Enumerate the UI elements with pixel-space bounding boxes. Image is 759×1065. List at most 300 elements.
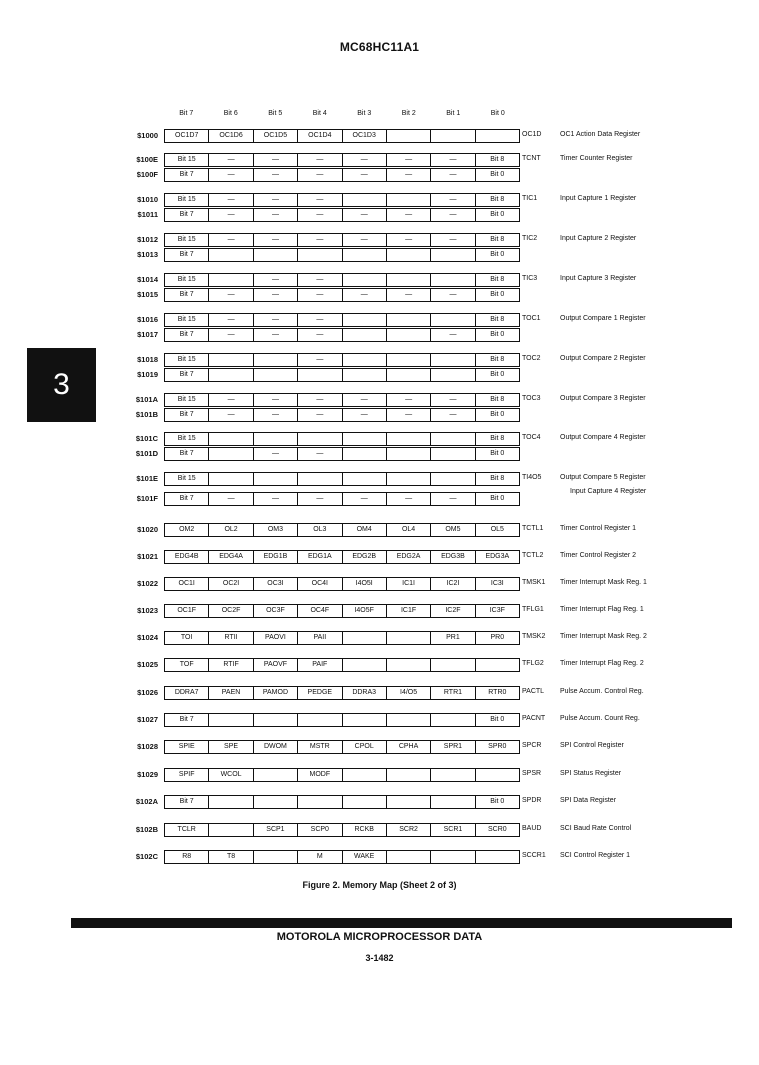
- register-bit: —: [387, 154, 431, 166]
- register-bit: SCP1: [254, 824, 298, 836]
- register-bit: [387, 433, 431, 445]
- register-description: Output Compare 3 Register: [560, 395, 646, 402]
- register-bit: [343, 769, 387, 781]
- register-bit: —: [431, 493, 475, 505]
- register-bit: [343, 249, 387, 261]
- register-bit: —: [387, 169, 431, 181]
- register-bit: —: [387, 234, 431, 246]
- register-bit: Bit 7: [165, 249, 209, 261]
- register-bit: [387, 130, 431, 142]
- register-description: Input Capture 1 Register: [560, 195, 637, 202]
- register-row: [0, 208, 759, 224]
- register-bit: [387, 714, 431, 726]
- register-bit: PAOVF: [254, 659, 298, 671]
- register-bit: —: [298, 394, 342, 406]
- register-bit: —: [298, 209, 342, 221]
- register-row: [0, 492, 759, 508]
- register-mnemonic: SPDR: [522, 797, 542, 804]
- register-bit: [387, 448, 431, 460]
- register-bit: RTII: [209, 632, 253, 644]
- register-description-secondary: Input Capture 4 Register: [570, 488, 647, 495]
- register-address: $102A: [135, 797, 158, 806]
- register-bit: —: [298, 493, 342, 505]
- register-description: Output Compare 1 Register: [560, 315, 646, 322]
- register-bit: EDG1B: [254, 551, 298, 563]
- register-bit: —: [431, 409, 475, 421]
- register-bit: —: [209, 493, 253, 505]
- register-bit: Bit 0: [490, 495, 505, 502]
- register-bit: —: [209, 194, 253, 206]
- register-bit: —: [254, 274, 298, 286]
- register-bit: [254, 714, 298, 726]
- register-address: $1020: [137, 525, 158, 534]
- register-bit: SCR1: [431, 824, 475, 836]
- register-bit: —: [431, 169, 475, 181]
- register-bit: [254, 354, 298, 366]
- register-bit: —: [298, 314, 342, 326]
- register-row: [0, 823, 759, 839]
- register-mnemonic: TOC2: [522, 355, 541, 362]
- register-bit: RCKB: [343, 824, 387, 836]
- register-bit: Bit 0: [490, 171, 505, 178]
- register-bit-cells: [164, 658, 520, 672]
- register-bit: Bit 15: [165, 394, 209, 406]
- register-bit: OL5: [490, 526, 504, 533]
- register-address: $1024: [137, 633, 158, 642]
- register-mnemonic: TOC1: [522, 315, 541, 322]
- register-bit-cells: [164, 273, 520, 287]
- register-bit: —: [343, 409, 387, 421]
- register-bit: —: [298, 234, 342, 246]
- register-bit-cells: [164, 432, 520, 446]
- register-bit: [431, 448, 475, 460]
- register-bit: [343, 274, 387, 286]
- register-bit: —: [209, 394, 253, 406]
- register-bit: —: [431, 289, 475, 301]
- register-row: [0, 129, 759, 145]
- register-bit: [254, 796, 298, 808]
- register-mnemonic: TOC4: [522, 434, 541, 441]
- register-bit: [343, 448, 387, 460]
- bit-header: Bit 3: [357, 110, 372, 117]
- register-bit: OC1D3: [343, 130, 387, 142]
- register-bit: Bit 0: [490, 331, 505, 338]
- register-bit: Bit 8: [490, 475, 505, 482]
- register-bit: OC3I: [254, 578, 298, 590]
- register-mnemonic: TFLG2: [522, 660, 544, 667]
- register-address: $1022: [137, 579, 158, 588]
- register-bit: Bit 8: [490, 435, 505, 442]
- register-bit: —: [298, 329, 342, 341]
- register-bit: [431, 851, 475, 863]
- register-bit: [431, 369, 475, 381]
- register-mnemonic: SPSR: [522, 770, 542, 777]
- register-bit: [343, 369, 387, 381]
- register-bit: [476, 130, 519, 142]
- register-bit: Bit 15: [165, 154, 209, 166]
- register-address: $101D: [135, 449, 158, 458]
- register-bit: —: [343, 209, 387, 221]
- register-row: [0, 273, 759, 289]
- register-bit: [298, 249, 342, 261]
- register-row: [0, 604, 759, 620]
- register-row: [0, 328, 759, 344]
- register-bit: —: [298, 289, 342, 301]
- register-bit: [209, 473, 253, 485]
- register-bit-cells: [164, 248, 520, 262]
- register-bit: —: [254, 234, 298, 246]
- bit-header: Bit 6: [223, 110, 238, 117]
- register-bit: SPIE: [165, 741, 209, 753]
- register-bit: SCP0: [298, 824, 342, 836]
- register-bit: Bit 0: [490, 716, 505, 723]
- register-bit: —: [209, 314, 253, 326]
- register-row: [0, 168, 759, 184]
- register-mnemonic: TFLG1: [522, 606, 544, 613]
- register-address: $1023: [137, 606, 158, 615]
- register-bit: [343, 329, 387, 341]
- register-bit: [387, 851, 431, 863]
- register-address: $1015: [137, 290, 158, 299]
- register-bit: DDRA3: [343, 687, 387, 699]
- register-mnemonic: TMSK1: [522, 579, 546, 586]
- register-bit: OL3: [298, 524, 342, 536]
- register-bit: —: [298, 354, 342, 366]
- register-address: $1016: [137, 315, 158, 324]
- register-bit: T8: [209, 851, 253, 863]
- register-row: [0, 368, 759, 384]
- register-bit: —: [298, 274, 342, 286]
- register-description: Timer Control Register 2: [560, 552, 636, 559]
- register-bit: OC2I: [209, 578, 253, 590]
- register-bit: [431, 659, 475, 671]
- register-description: Output Compare 5 Register: [560, 474, 646, 481]
- register-bit: [343, 314, 387, 326]
- register-bit: TCLR: [165, 824, 209, 836]
- register-bit: PAIF: [298, 659, 342, 671]
- register-bit: —: [254, 209, 298, 221]
- register-row: [0, 393, 759, 409]
- register-bit: Bit 0: [490, 371, 505, 378]
- register-bit: [209, 824, 253, 836]
- register-bit: EDG4B: [165, 551, 209, 563]
- register-bit: PR1: [431, 632, 475, 644]
- register-bit: Bit 7: [165, 409, 209, 421]
- register-bit: Bit 7: [165, 209, 209, 221]
- register-bit-cells: [164, 713, 520, 727]
- register-bit: [387, 473, 431, 485]
- register-bit: CPOL: [343, 741, 387, 753]
- register-bit: [387, 369, 431, 381]
- register-mnemonic: TIC1: [522, 195, 538, 202]
- register-bit: —: [298, 169, 342, 181]
- register-bit: MODF: [298, 769, 342, 781]
- register-bit: OM2: [165, 524, 209, 536]
- register-bit: PAMOD: [254, 687, 298, 699]
- register-bit-cells: [164, 523, 520, 537]
- register-bit: TOI: [165, 632, 209, 644]
- register-address: $1025: [137, 660, 158, 669]
- register-bit: —: [431, 394, 475, 406]
- register-mnemonic: OC1D: [522, 131, 542, 138]
- register-bit: [476, 851, 519, 863]
- register-bit-cells: [164, 393, 520, 407]
- register-bit: —: [387, 493, 431, 505]
- register-row: [0, 631, 759, 647]
- register-bit: —: [343, 154, 387, 166]
- register-bit: Bit 8: [490, 276, 505, 283]
- register-bit-cells: [164, 492, 520, 506]
- register-bit-cells: [164, 823, 520, 837]
- register-description: Pulse Accum. Control Reg.: [560, 688, 644, 695]
- register-bit: [343, 632, 387, 644]
- register-mnemonic: TCNT: [522, 155, 541, 162]
- register-bit: [298, 433, 342, 445]
- bit-header: Bit 2: [401, 110, 416, 117]
- register-mnemonic: TCTL2: [522, 552, 544, 559]
- register-bit: [209, 796, 253, 808]
- register-mnemonic: PACNT: [522, 715, 546, 722]
- register-bit: —: [343, 394, 387, 406]
- register-bit: —: [254, 194, 298, 206]
- register-address: $1014: [137, 275, 158, 284]
- register-row: [0, 313, 759, 329]
- register-bit: Bit 15: [165, 314, 209, 326]
- register-description: SCI Baud Rate Control: [560, 825, 632, 832]
- register-bit-cells: [164, 368, 520, 382]
- register-bit: EDG1A: [298, 551, 342, 563]
- register-bit: —: [298, 448, 342, 460]
- register-bit: Bit 0: [490, 798, 505, 805]
- register-bit: Bit 7: [165, 369, 209, 381]
- register-address: $102C: [135, 852, 158, 861]
- register-row: [0, 658, 759, 674]
- register-bit: [387, 769, 431, 781]
- register-bit: —: [343, 234, 387, 246]
- register-bit: IC2I: [431, 578, 475, 590]
- register-bit-cells: [164, 288, 520, 302]
- register-bit: —: [387, 394, 431, 406]
- register-bit: [476, 659, 519, 671]
- register-bit: SPR1: [431, 741, 475, 753]
- register-bit: [209, 433, 253, 445]
- register-bit: [209, 249, 253, 261]
- register-bit: RTR0: [488, 689, 507, 696]
- bit-header: Bit 7: [179, 110, 194, 117]
- register-bit: Bit 8: [490, 356, 505, 363]
- document-title: MC68HC11A1: [339, 40, 420, 54]
- register-bit: [387, 249, 431, 261]
- register-bit: I4O5I: [343, 578, 387, 590]
- register-row: [0, 193, 759, 209]
- register-bit: [431, 274, 475, 286]
- register-bit: OC1D7: [165, 130, 209, 142]
- register-description: SCI Control Register 1: [560, 852, 631, 859]
- register-bit-cells: [164, 208, 520, 222]
- register-bit: [343, 473, 387, 485]
- register-bit-cells: [164, 328, 520, 342]
- register-row: [0, 740, 759, 756]
- register-address: $1021: [137, 552, 158, 561]
- register-bit: [254, 851, 298, 863]
- register-bit: [298, 473, 342, 485]
- register-bit: —: [343, 493, 387, 505]
- bit-header: Bit 5: [268, 110, 283, 117]
- register-address: $101C: [135, 434, 158, 443]
- register-description: Pulse Accum. Count Reg.: [560, 715, 640, 722]
- register-bit: OC1D5: [254, 130, 298, 142]
- register-mnemonic: TIC3: [522, 275, 538, 282]
- register-bit-cells: [164, 850, 520, 864]
- register-bit: OC4F: [298, 605, 342, 617]
- register-bit: TOF: [165, 659, 209, 671]
- register-bit: Bit 15: [165, 473, 209, 485]
- register-bit-cells: [164, 129, 520, 143]
- register-address: $1011: [137, 210, 158, 219]
- register-bit: Bit 0: [490, 251, 505, 258]
- register-bit: DWOM: [254, 741, 298, 753]
- register-bit: —: [431, 234, 475, 246]
- register-bit: —: [387, 209, 431, 221]
- register-description: Timer Interrupt Mask Reg. 2: [560, 633, 647, 640]
- register-bit: OC1F: [165, 605, 209, 617]
- register-row: [0, 408, 759, 424]
- register-bit: Bit 15: [165, 194, 209, 206]
- register-bit: OC4I: [298, 578, 342, 590]
- footer-bar: [71, 918, 732, 928]
- register-bit: [476, 769, 519, 781]
- section-tab: 3: [27, 348, 96, 422]
- register-mnemonic: PACTL: [522, 688, 545, 695]
- register-mnemonic: TCTL1: [522, 525, 544, 532]
- register-bit: WAKE: [343, 851, 387, 863]
- register-bit: Bit 8: [490, 316, 505, 323]
- register-description: SPI Status Register: [560, 770, 622, 777]
- register-address: $1010: [137, 195, 158, 204]
- register-bit: [431, 769, 475, 781]
- register-bit: PAEN: [209, 687, 253, 699]
- register-bit: —: [254, 448, 298, 460]
- register-bit: RTIF: [209, 659, 253, 671]
- register-bit: OM3: [254, 524, 298, 536]
- register-description: Output Compare 2 Register: [560, 355, 646, 362]
- register-bit: I4O5F: [343, 605, 387, 617]
- register-bit: Bit 8: [490, 396, 505, 403]
- register-bit: Bit 7: [165, 289, 209, 301]
- register-bit: —: [343, 289, 387, 301]
- register-bit: —: [254, 493, 298, 505]
- register-bit: IC2F: [431, 605, 475, 617]
- register-bit: [431, 314, 475, 326]
- register-row: [0, 472, 759, 495]
- register-bit: [254, 769, 298, 781]
- register-bit-cells: [164, 353, 520, 367]
- register-mnemonic: TMSK2: [522, 633, 546, 640]
- register-bit: —: [254, 314, 298, 326]
- register-bit: PEDGE: [298, 687, 342, 699]
- register-bit: [298, 796, 342, 808]
- register-bit: [387, 194, 431, 206]
- register-row: [0, 233, 759, 249]
- register-bit: WCOL: [209, 769, 253, 781]
- register-address: $1012: [137, 235, 158, 244]
- register-bit-cells: [164, 795, 520, 809]
- register-bit: —: [209, 409, 253, 421]
- register-bit-cells: [164, 168, 520, 182]
- register-bit: [298, 714, 342, 726]
- register-bit-cells: [164, 550, 520, 564]
- register-bit: [254, 473, 298, 485]
- register-mnemonic: SCCR1: [522, 852, 546, 859]
- register-row: [0, 550, 759, 566]
- register-description: SPI Data Register: [560, 797, 617, 804]
- bit-header: Bit 0: [490, 110, 505, 117]
- register-bit: —: [387, 289, 431, 301]
- register-bit: Bit 7: [165, 796, 209, 808]
- register-bit: [343, 433, 387, 445]
- register-description: Timer Counter Register: [560, 155, 633, 162]
- register-bit: [431, 354, 475, 366]
- register-bit: [431, 433, 475, 445]
- register-bit: [343, 796, 387, 808]
- register-bit-cells: [164, 631, 520, 645]
- register-bit: —: [209, 329, 253, 341]
- register-row: [0, 432, 759, 448]
- register-address: $101E: [136, 474, 158, 483]
- register-bit: —: [209, 209, 253, 221]
- register-address: $100E: [136, 155, 158, 164]
- register-bit: [254, 369, 298, 381]
- register-bit: Bit 7: [165, 493, 209, 505]
- register-description: SPI Control Register: [560, 742, 624, 749]
- register-description: OC1 Action Data Register: [560, 131, 641, 138]
- register-bit: —: [298, 409, 342, 421]
- register-description: Timer Interrupt Mask Reg. 1: [560, 579, 647, 586]
- register-bit: [343, 659, 387, 671]
- register-bit: OC1D4: [298, 130, 342, 142]
- register-bit-cells: [164, 740, 520, 754]
- register-bit: OC2F: [209, 605, 253, 617]
- register-address: $1018: [137, 355, 158, 364]
- register-bit-cells: [164, 408, 520, 422]
- register-address: $100F: [136, 170, 158, 179]
- register-bit: PR0: [490, 634, 505, 641]
- register-bit: [387, 314, 431, 326]
- register-bit: —: [431, 154, 475, 166]
- register-description: Timer Interrupt Flag Reg. 2: [560, 660, 644, 667]
- register-mnemonic: SPCR: [522, 742, 542, 749]
- register-bit: [343, 194, 387, 206]
- register-bit: [343, 714, 387, 726]
- register-bit: —: [298, 194, 342, 206]
- register-row: [0, 686, 759, 702]
- register-row: [0, 153, 759, 169]
- register-bit: [209, 714, 253, 726]
- register-bit: EDG2A: [387, 551, 431, 563]
- register-bit: —: [209, 289, 253, 301]
- register-bit: OC1I: [165, 578, 209, 590]
- register-bit: R8: [165, 851, 209, 863]
- register-bit: OC1D6: [209, 130, 253, 142]
- register-mnemonic: TI4O5: [522, 474, 542, 481]
- register-bit: —: [254, 394, 298, 406]
- register-bit: [209, 354, 253, 366]
- register-description: Timer Interrupt Flag Reg. 1: [560, 606, 644, 613]
- register-row: [0, 577, 759, 593]
- register-bit: [387, 354, 431, 366]
- register-bit: —: [254, 409, 298, 421]
- register-bit: —: [209, 154, 253, 166]
